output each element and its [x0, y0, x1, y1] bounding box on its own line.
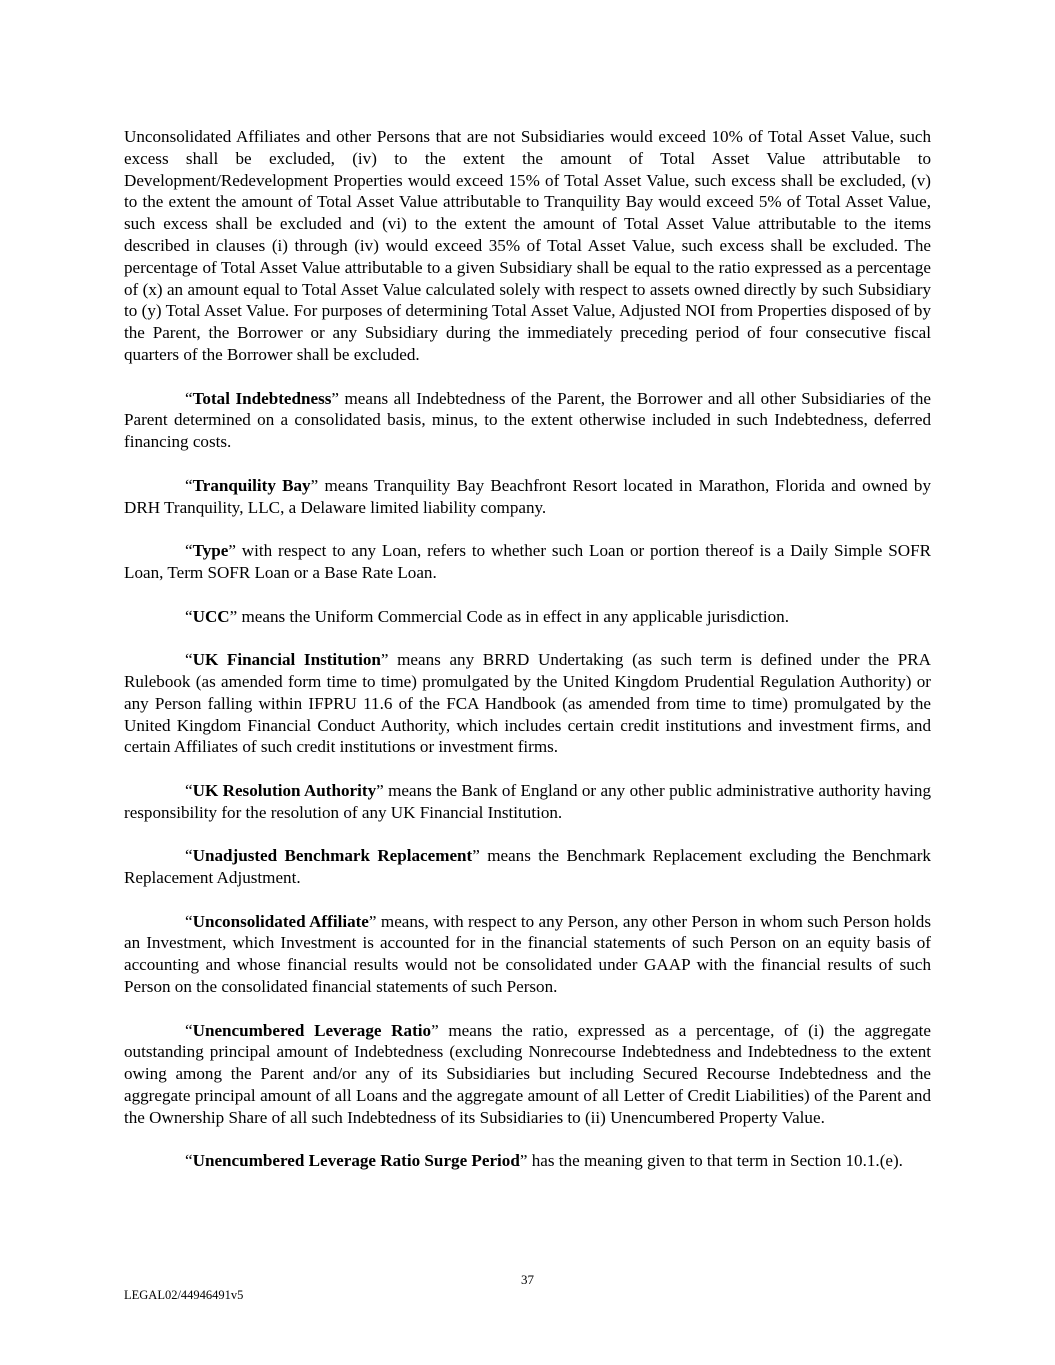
definition-uk-financial-institution: “UK Financial Institution” means any BRRD Undertaking (as such term is defined under the PRA Rulebook (as amended form time to time) promulgated by the United Kingdom Prudential Regulation Authority) or any Person falling within IFPRU 11.6 of the FCA Handbook (as amended from time to time) promulgated by the United Kingdom Financial Conduct Authority, which includes certain credit institutions and investment firms, and certain Affiliates of such credit institutions or investment firms.: [124, 650, 931, 757]
defined-term: Unadjusted Benchmark Replacement: [192, 846, 473, 866]
defined-term: Tranquility Bay: [192, 475, 311, 495]
definition-text: means the Benchmark Replacement excluding the Benchmark Replacement Adjustment.: [124, 846, 931, 888]
definition-text: means the Uniform Commercial Code as in effect in any applicable jurisdiction.: [237, 606, 789, 626]
definition-ucc: “UCC” means the Uniform Commercial Code as in effect in any applicable jurisdiction.: [185, 606, 789, 626]
definition-text: means, with respect to any Person, any other Person in whom such Person holds an Investment, which Investment is accounted for in the financial statements of such Person on an equity basis of accounting and whose financial results would not be consolidated under GAAP with the financial results of such Person on the consolidated financial statements of such Person.: [124, 911, 931, 997]
page-number: 37: [521, 1272, 534, 1287]
defined-term: Unconsolidated Affiliate: [192, 911, 369, 931]
definition-unencumbered-leverage-ratio-surge-period: “Unencumbered Leverage Ratio Surge Period” has the meaning given to that term in Section 10.1.(e).: [185, 1151, 903, 1171]
defined-term: UK Financial Institution: [192, 650, 381, 670]
definition-unencumbered-leverage-ratio: “Unencumbered Leverage Ratio” means the ratio, expressed as a percentage, of (i) the aggregate outstanding principal amount of Indebtedness (excluding Nonrecourse Indebtedness and Indebtedness to the extent owing among the Parent and/or any of its Subsidiaries but including Secured Recourse Indebtedness and the aggregate principal amount of all Loans and the aggregate amount of all Letter of Credit Liabilities) of the Parent and the Ownership Share of all such Indebtedness of its Subsidiaries to (ii) Unencumbered Property Value.: [124, 1020, 931, 1127]
definition-text: means the Bank of England or any other public administrative authority having responsibility for the resolution of any UK Financial Institution.: [124, 780, 931, 822]
definition-tranquility-bay: “Tranquility Bay” means Tranquility Bay Beachfront Resort located in Marathon, Florida and owned by DRH Tranquility, LLC, a Delaware limited liability company.: [124, 475, 931, 517]
definition-unadjusted-benchmark-replacement: “Unadjusted Benchmark Replacement” means the Benchmark Replacement excluding the Benchmark Replacement Adjustment.: [124, 846, 931, 888]
definition-text: means Tranquility Bay Beachfront Resort located in Marathon, Florida and owned by DRH Tranquility, LLC, a Delaware limited liability company.: [124, 475, 931, 517]
definition-text: with respect to any Loan, refers to whether such Loan or portion thereof is a Daily Simple SOFR Loan, Term SOFR Loan or a Base Rate Loan.: [124, 541, 931, 582]
continuation-paragraph: Unconsolidated Affiliates and other Persons that are not Subsidiaries would exceed 10% of Total Asset Value, such excess shall be excluded, (iv) to the extent the amount of Total Asset Value attributable to Development/Redevelopment Properties would exceed 15% of Total Asset Value, such excess shall be excluded, (v) to the extent the amount of Total Asset Value attributable to Tranquility Bay would exceed 5% of Total Asset Value, such excess shall be excluded and (vi) to the extent the amount of Total Asset Value attributable to the items described in clauses (i) through (iv) would exceed 35% of Total Asset Value, such excess shall be excluded. The percentage of Total Asset Value attributable to a given Subsidiary shall be equal to the ratio expressed as a percentage of (x) an amount equal to Total Asset Value calculated solely with respect to assets owned directly by such Subsidiary to (y) Total Asset Value. For purposes of determining Total Asset Value, Adjusted NOI from Properties disposed of by the Parent, the Borrower or any Subsidiary during the immediately preceding period of four consecutive fiscal quarters of the Borrower shall be excluded.: [124, 127, 931, 364]
document-id: LEGAL02/44946491v5: [124, 1288, 244, 1302]
definition-text: means all Indebtedness of the Parent, the Borrower and all other Subsidiaries of the Parent determined on a consolidated basis, minus, to the extent otherwise included in such Indebtedness, deferred financing costs.: [124, 388, 931, 452]
defined-term: Unencumbered Leverage Ratio Surge Period: [192, 1151, 520, 1171]
definition-total-indebtedness: “Total Indebtedness” means all Indebtedness of the Parent, the Borrower and all other Subsidiaries of the Parent determined on a consolidated basis, minus, to the extent otherwise included in such Indebtedness, deferred financing costs.: [124, 388, 931, 452]
defined-term: Unencumbered Leverage Ratio: [192, 1020, 432, 1040]
defined-term: UK Resolution Authority: [192, 780, 377, 800]
document-body: [124, 126, 931, 1194]
definition-text: has the meaning given to that term in Section 10.1.(e).: [527, 1151, 903, 1171]
definition-text: means the ratio, expressed as a percentage, of (i) the aggregate outstanding principal amount of Indebtedness (excluding Nonrecourse Indebtedness and Indebtedness to the extent owing among the Parent and/or any of its Subsidiaries but including Secured Recourse Indebtedness and the aggregate principal amount of all Loans and the aggregate amount of all Letter of Credit Liabilities) of the Parent and the Ownership Share of all such Indebtedness of its Subsidiaries to (ii) Unencumbered Property Value.: [124, 1020, 931, 1127]
defined-term: Type: [192, 541, 229, 561]
defined-term: Total Indebtedness: [192, 388, 332, 408]
definition-unconsolidated-affiliate: “Unconsolidated Affiliate” means, with respect to any Person, any other Person in whom such Person holds an Investment, which Investment is accounted for in the financial statements of such Person on an equity basis of accounting and whose financial results would not be consolidated under GAAP with the financial results of such Person on the consolidated financial statements of such Person.: [124, 911, 931, 997]
definition-text: means any BRRD Undertaking (as such term is defined under the PRA Rulebook (as amended form time to time) promulgated by the United Kingdom Prudential Regulation Authority) or any Person falling within IFPRU 11.6 of the FCA Handbook (as amended from time to time) promulgated by the United Kingdom Financial Conduct Authority, which includes certain credit institutions and investment firms, and certain Affiliates of such credit institutions or investment firms.: [124, 650, 931, 757]
defined-term: UCC: [192, 606, 230, 626]
definition-type: “Type” with respect to any Loan, refers to whether such Loan or portion thereof is a Daily Simple SOFR Loan, Term SOFR Loan or a Base Rate Loan.: [124, 541, 931, 582]
definition-uk-resolution-authority: “UK Resolution Authority” means the Bank of England or any other public administrative authority having responsibility for the resolution of any UK Financial Institution.: [124, 780, 931, 822]
